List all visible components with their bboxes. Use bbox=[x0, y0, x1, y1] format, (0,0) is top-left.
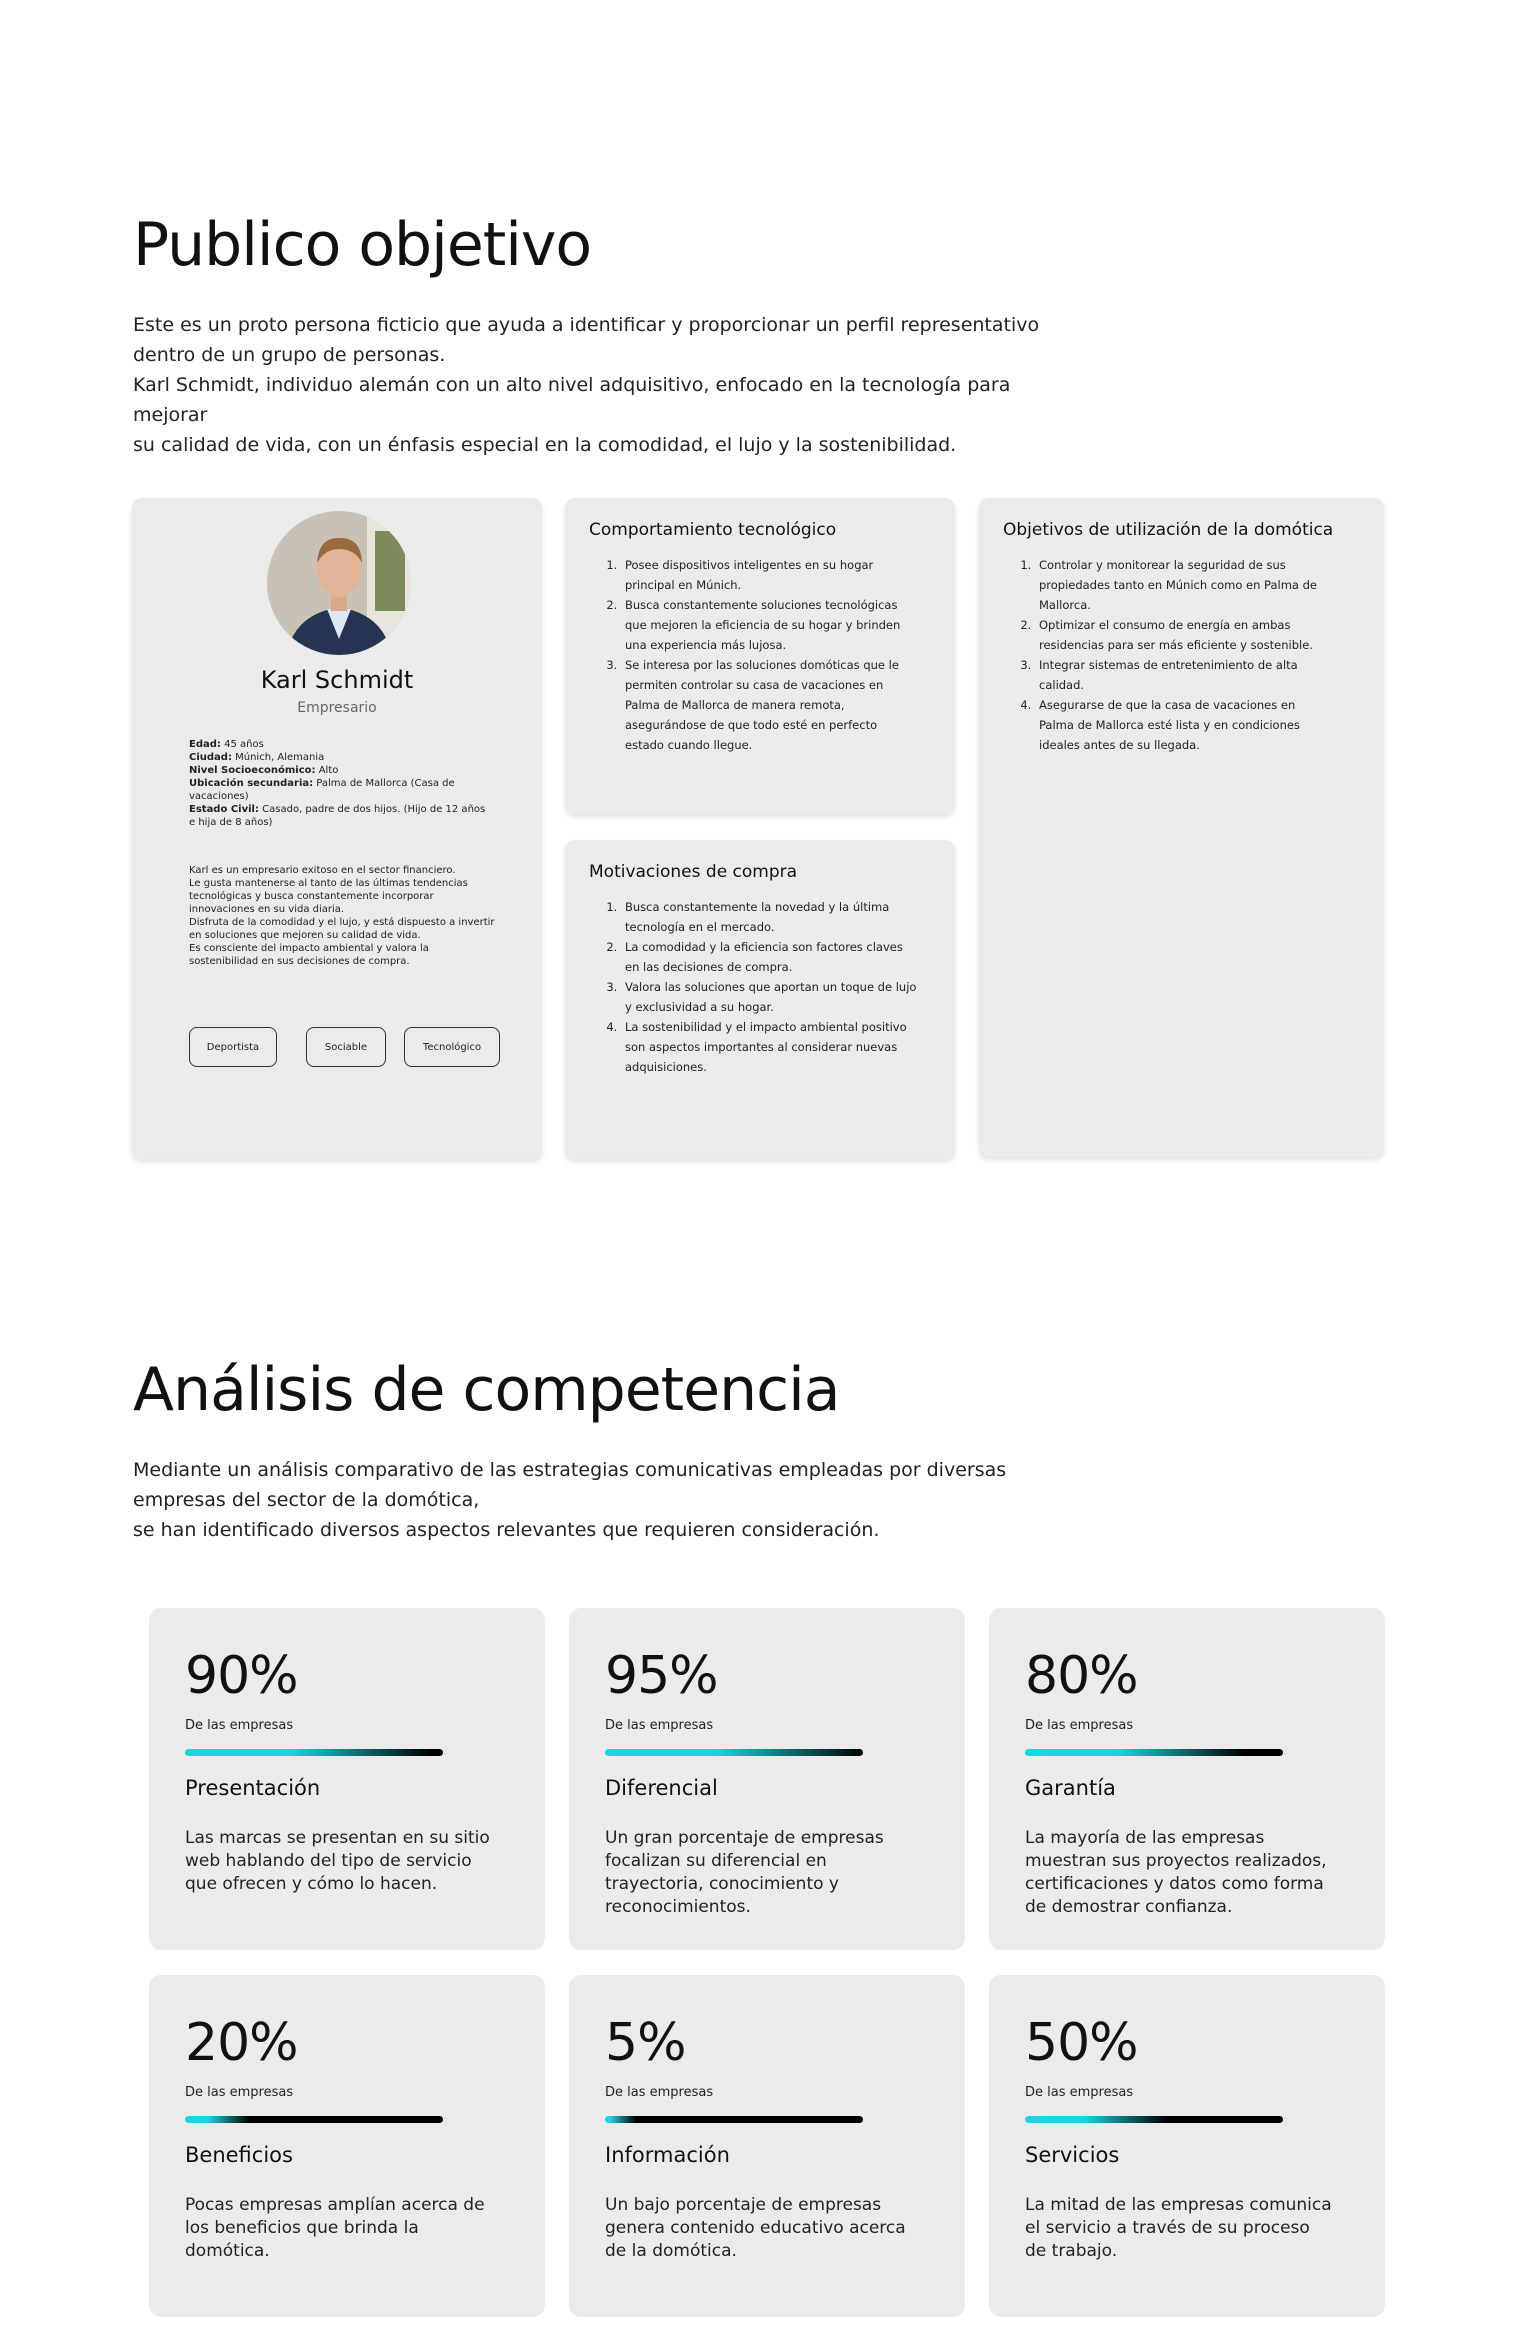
fact-label: Edad: bbox=[189, 739, 221, 750]
persona-facts bbox=[189, 738, 489, 829]
stat-description: Un gran porcentaje de empresas focalizan su diferencial en trayectoria, conocimiento y reconocimientos. bbox=[605, 1828, 884, 1917]
goals-title: Objetivos de utilización de la domótica bbox=[1003, 520, 1334, 540]
fact-value: Múnich, Alemania bbox=[231, 752, 325, 763]
fact-civil-status bbox=[189, 803, 489, 829]
fact-age bbox=[189, 738, 489, 751]
bio-line: Le gusta mantenerse al tanto de las últimas tendencias tecnológicas y busca constantemente incorporar innovaciones en su vida diaria. bbox=[189, 878, 468, 915]
stat-subtitle: De las empresas bbox=[605, 2085, 714, 2100]
list-item: 4. La sostenibilidad y el impacto ambiental positivo son aspectos importantes al considerar nuevas adquisiciones. bbox=[621, 1017, 919, 1077]
list-item: 2. La comodidad y la eficiencia son factores claves en las decisiones de compra. bbox=[621, 937, 919, 977]
fact-label: Ubicación secundaria: bbox=[189, 778, 314, 789]
tech-behavior-card bbox=[565, 498, 955, 814]
competition-intro-line: Mediante un análisis comparativo de las estrategias comunicativas empleadas por diversas bbox=[133, 1459, 1007, 1481]
stat-title: Información bbox=[605, 2143, 730, 2167]
list-item: 1. Busca constantemente la novedad y la última tecnología en el mercado. bbox=[621, 897, 919, 937]
audience-intro-line: su calidad de vida, con un énfasis especial en la comodidad, el lujo y la sostenibilidad. bbox=[133, 434, 957, 456]
stat-bar bbox=[605, 1749, 863, 1756]
list-item: 1. Controlar y monitorear la seguridad de sus propiedades tanto en Múnich como en Palma de Mallorca. bbox=[1035, 555, 1333, 615]
fact-secondary-location bbox=[189, 777, 489, 803]
persona-name: Karl Schmidt bbox=[260, 666, 414, 694]
fact-level bbox=[189, 764, 489, 777]
stat-percent: 5% bbox=[605, 2013, 686, 2073]
list-item: 2. Busca constantemente soluciones tecnológicas que mejoren la eficiencia de su hogar y brinden una experiencia más lujosa. bbox=[621, 595, 919, 655]
persona-avatar bbox=[267, 511, 411, 655]
fact-label: Ciudad: bbox=[189, 752, 232, 763]
audience-intro-line: Karl Schmidt, individuo alemán con un alto nivel adquisitivo, enfocado en la tecnología para mejorar bbox=[133, 374, 1011, 426]
fact-city bbox=[189, 751, 489, 764]
competition-intro-line: se han identificado diversos aspectos relevantes que requieren consideración. bbox=[133, 1519, 880, 1541]
stat-title: Servicios bbox=[1025, 2143, 1120, 2167]
motivations-list bbox=[607, 897, 919, 1077]
fact-value: Alto bbox=[315, 765, 339, 776]
stat-bar bbox=[185, 2116, 443, 2123]
stat-subtitle: De las empresas bbox=[1025, 2085, 1134, 2100]
tag-tecnologico[interactable]: Tecnológico bbox=[404, 1027, 500, 1067]
stat-description: Un bajo porcentaje de empresas genera contenido educativo acerca de la domótica. bbox=[605, 2195, 906, 2261]
stat-bar bbox=[1025, 1749, 1283, 1756]
stat-percent: 20% bbox=[185, 2013, 298, 2073]
fact-value: 45 años bbox=[220, 739, 264, 750]
stat-card bbox=[569, 1608, 965, 1950]
competition-intro bbox=[133, 1455, 1033, 1545]
goals-list bbox=[1021, 555, 1333, 755]
stat-card bbox=[149, 1608, 545, 1950]
motivations-card bbox=[565, 840, 955, 1159]
list-item: 2. Optimizar el consumo de energía en ambas residencias para ser más eficiente y sostenible. bbox=[1035, 615, 1333, 655]
competition-title: Análisis de competencia bbox=[133, 1355, 840, 1425]
stat-title: Diferencial bbox=[605, 1776, 718, 1800]
stat-title: Garantía bbox=[1025, 1776, 1116, 1800]
bio-line: Disfruta de la comodidad y el lujo, y está dispuesto a invertir en soluciones que mejoren su calidad de vida. bbox=[189, 917, 495, 941]
tag-sociable[interactable]: Sociable bbox=[306, 1027, 386, 1067]
fact-value: Palma de Mallorca (Casa de vacaciones) bbox=[189, 778, 455, 802]
stat-card bbox=[149, 1975, 545, 2317]
stat-subtitle: De las empresas bbox=[605, 1718, 714, 1733]
stat-description: La mayoría de las empresas muestran sus proyectos realizados, certificaciones y datos como forma de demostrar confianza. bbox=[1025, 1828, 1327, 1917]
stat-description: Pocas empresas amplían acerca de los beneficios que brinda la domótica. bbox=[185, 2195, 485, 2261]
tech-behavior-list bbox=[607, 555, 919, 755]
stat-percent: 95% bbox=[605, 1646, 718, 1706]
fact-label: Estado Civil: bbox=[189, 804, 259, 815]
list-item: 3. Se interesa por las soluciones domóticas que le permiten controlar su casa de vacaciones en Palma de Mallorca de manera remota, asegurándose de que todo esté en perfecto estado cuando llegue. bbox=[621, 655, 919, 755]
stat-subtitle: De las empresas bbox=[1025, 1718, 1134, 1733]
stat-description: Las marcas se presentan en su sitio web hablando del tipo de servicio que ofrecen y cómo lo hacen. bbox=[185, 1828, 490, 1894]
persona-bio bbox=[189, 864, 499, 968]
list-item: 3. Valora las soluciones que aportan un toque de lujo y exclusividad a su hogar. bbox=[621, 977, 919, 1017]
stat-subtitle: De las empresas bbox=[185, 2085, 294, 2100]
stat-description: La mitad de las empresas comunica el servicio a través de su proceso de trabajo. bbox=[1025, 2195, 1332, 2261]
list-item: 4. Asegurarse de que la casa de vacaciones en Palma de Mallorca esté lista y en condiciones ideales antes de su llegada. bbox=[1035, 695, 1333, 755]
list-item: 1. Posee dispositivos inteligentes en su hogar principal en Múnich. bbox=[621, 555, 919, 595]
stat-title: Presentación bbox=[185, 1776, 321, 1800]
stat-percent: 80% bbox=[1025, 1646, 1138, 1706]
fact-value: Casado, padre de dos hijos. (Hijo de 12 años e hija de 8 años) bbox=[189, 804, 486, 828]
stat-title: Beneficios bbox=[185, 2143, 293, 2167]
fact-label: Nivel Socioeconómico: bbox=[189, 765, 316, 776]
list-item: 3. Integrar sistemas de entretenimiento de alta calidad. bbox=[1035, 655, 1333, 695]
stat-bar bbox=[1025, 2116, 1283, 2123]
competition-intro-line: empresas del sector de la domótica, bbox=[133, 1489, 480, 1511]
audience-intro-line: Este es un proto persona ficticio que ayuda a identificar y proporcionar un perfil representativo bbox=[133, 314, 1040, 336]
stat-percent: 50% bbox=[1025, 2013, 1138, 2073]
stat-card bbox=[989, 1975, 1385, 2317]
audience-intro bbox=[133, 310, 1063, 460]
stat-percent: 90% bbox=[185, 1646, 298, 1706]
stat-bar bbox=[185, 1749, 443, 1756]
motivations-title: Motivaciones de compra bbox=[589, 862, 798, 882]
tag-deportista[interactable]: Deportista bbox=[189, 1027, 277, 1067]
persona-card bbox=[132, 498, 542, 1159]
goals-card bbox=[979, 498, 1384, 1157]
stat-bar bbox=[605, 2116, 863, 2123]
stat-subtitle: De las empresas bbox=[185, 1718, 294, 1733]
stat-card bbox=[569, 1975, 965, 2317]
bio-line: Karl es un empresario exitoso en el sector financiero. bbox=[189, 865, 456, 876]
audience-title: Publico objetivo bbox=[133, 210, 592, 280]
audience-intro-line: dentro de un grupo de personas. bbox=[133, 344, 446, 366]
stat-card bbox=[989, 1608, 1385, 1950]
persona-photo bbox=[267, 511, 411, 655]
tech-behavior-title: Comportamiento tecnológico bbox=[589, 520, 837, 540]
persona-role: Empresario bbox=[297, 700, 377, 716]
bio-line: Es consciente del impacto ambiental y valora la sostenibilidad en sus decisiones de compra. bbox=[189, 943, 429, 967]
